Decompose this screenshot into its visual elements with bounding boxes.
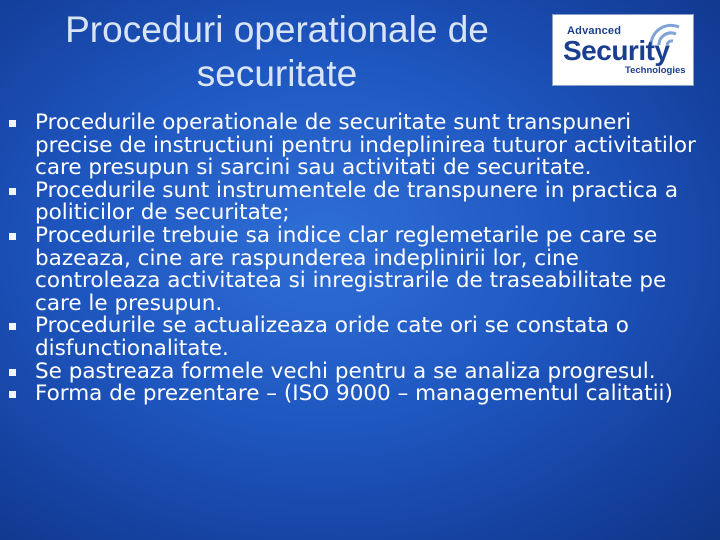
bullet-text: Procedurile se actualizeaza oride cate ori se constata o disfunctionalitate. <box>35 313 629 361</box>
bullet-item <box>0 315 720 360</box>
square-bullet-icon <box>9 120 16 127</box>
square-bullet-icon <box>9 188 16 195</box>
bullet-text: Se pastreaza formele vechi pentru a se analiza progresul. <box>35 358 656 384</box>
bullet-text: Forma de prezentare – (ISO 9000 – managementul calitatii) <box>35 381 673 407</box>
square-bullet-icon <box>9 391 16 398</box>
logo-text-advanced: Advanced <box>567 25 622 37</box>
square-bullet-icon <box>9 233 16 240</box>
logo-text-security: Security <box>563 35 670 66</box>
square-bullet-icon <box>9 369 16 376</box>
bullet-item <box>0 112 720 180</box>
company-logo <box>552 14 694 86</box>
bullet-item <box>0 222 720 316</box>
bullet-item <box>0 177 720 226</box>
logo-text-technologies: Technologies <box>625 65 686 76</box>
slide-title-line-2: securitate <box>196 53 358 94</box>
bullet-text: Procedurile sunt instrumentele de transpunere in practica a politicilor de securitate; <box>35 177 679 226</box>
bullet-item <box>0 383 720 406</box>
slide-title-line-1: Proceduri operationale de <box>65 9 489 50</box>
slide-title <box>22 8 532 96</box>
square-bullet-icon <box>9 323 16 330</box>
bullet-item <box>0 358 720 384</box>
bullet-list <box>0 112 720 406</box>
bullet-text: Procedurile trebuie sa indice clar reglemetarile pe care se bazeaza, cine are raspunderea indeplinirii lor, cine controleaza activitatea si inregistrarile de traseabilitate pe care le presupun. <box>35 222 667 316</box>
bullet-text: Procedurile operationale de securitate sunt transpuneri precise de instructiuni pentru indeplinirea tuturor activitatilor care presupun si sarcini sau activitati de securitate. <box>35 110 696 181</box>
